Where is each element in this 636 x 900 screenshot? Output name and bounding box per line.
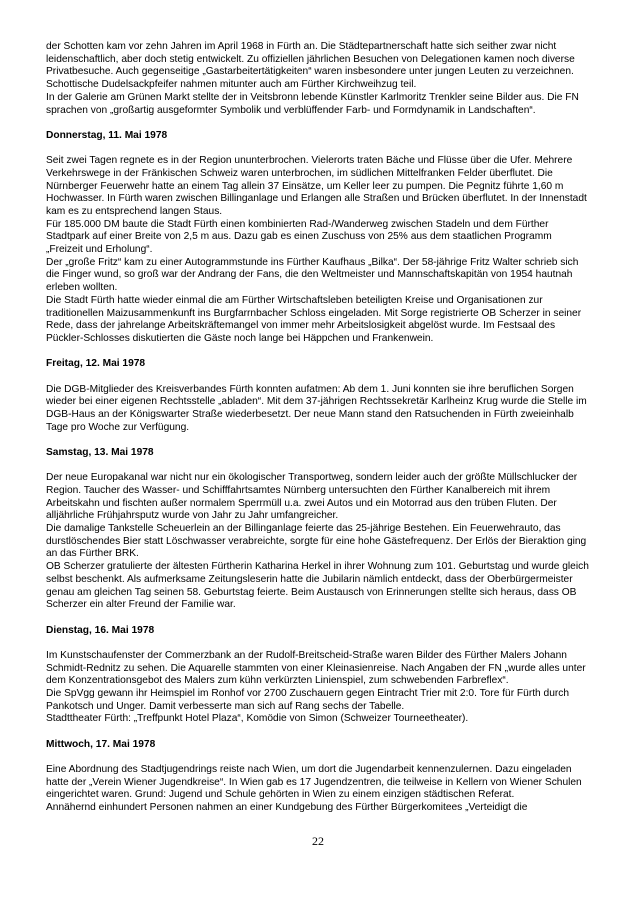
entry-paragraph: Die SpVgg gewann ihr Heimspiel im Ronhof vor 2700 Zuschauern gegen Eintracht Trier mit 2:0. Tore für Fürth durch Pankotsch und Unger. Damit verbesserte man sich auf Rang sechs der Tabelle. [46,687,570,712]
entry-paragraph: Die Stadt Fürth hatte wieder einmal die am Fürther Wirtschaftsleben beteiligten Kreise und Organisationen zur traditionellen Maizusammenkunft ins Burgfarrnbacher Schloss eingeladen. Mit Sorge registrierte OB Scherzer in seiner Rede, dass der jahrelange Arbeitskräftemangel von immer mehr Arbeitslosigkeit abgelöst wurde. Im Festsaal des Pückler-Schlosses diskutierten die Gäste noch lange bei Häppchen und Frankenwein. [46,294,582,344]
entry-paragraph: Annähernd einhundert Personen nahmen an einer Kundgebung des Fürther Bürgerkomitees „Verteidigt die [46,802,528,814]
document-body [46,41,590,815]
section-spacer [46,612,590,625]
entry-paragraph: Eine Abordnung des Stadtjugendrings reiste nach Wien, um dort die Jugendarbeit kennenzulernen. Dazu eingeladen hatte der „Verein Wiener Jugendkreise“. In Wien gab es 17 Jugendzentren, die teilweise in Kellern von Wiener Schulen eingerichtet waren. Grund: Jugend und Schule gehörten in Wien zu einem einzigen städtischen Referat. [46,763,582,801]
page-number: 22 [312,834,324,848]
date-heading: Freitag, 12. Mai 1978 [46,358,146,370]
entry-paragraph: Seit zwei Tagen regnete es in der Region ununterbrochen. Vielerorts traten Bäche und Flüsse über die Ufer. Mehrere Verkehrswege in der Fränkischen Schweiz waren unterbrochen, im südlichen Mittelfranken Felder überflutet. Die Nürnberger Feuerwehr hatte an einem Tag allein 37 Einsätze, um Keller leer zu pumpen. Die Pegnitz führte 1,60 m Hochwasser. In Fürth waren zwischen Billinganlage und Erlangen alle Straßen und Brücken überflutet. In der Innenstadt kam es zu entsprechend langen Staus. [46,155,587,217]
intro-paragraph: In der Galerie am Grünen Markt stellte der in Veitsbronn lebende Künstler Karlmoritz Trenkler seine Bilder aus. Die FN sprachen von „großartig ausgeformter Symbolik und verblüffender Farb- und Formdynamik in Landschaften“. [46,91,579,116]
section-spacer [46,371,590,384]
section-spacer [46,726,590,739]
entry-paragraph: Die damalige Tankstelle Scheuerlein an der Billinganlage feierte das 25-jährige Bestehen. Ein Feuerwehrauto, das durstlöschendes Bier statt Löschwasser verabreichte, sorgte für eine hohe Gästefrequenz. Der Erlös der Bieraktion ging an das Fürther BRK. [46,523,587,560]
entry-paragraph: Der „große Fritz“ kam zu einer Autogrammstunde ins Fürther Kaufhaus „Bilka“. Der 58-jährige Fritz Walter schrieb sich die Finger wund, so groß war der Andrang der Fans, die den Weltmeister und Mannschaftskapitän von 1954 hautnah erleben wollten. [46,256,579,294]
section-spacer [46,346,590,359]
section-spacer [46,117,590,130]
section-spacer [46,460,590,473]
entry-paragraph: Stadttheater Fürth: „Treffpunkt Hotel Plaza“, Komödie von Simon (Schweizer Tourneetheater). [46,713,469,725]
entry-paragraph: Der neue Europakanal war nicht nur ein ökologischer Transportweg, sondern leider auch der größte Müllschlucker der Region. Taucher des Wasser- und Schifffahrtsamtes Nürnberg untersuchten den Fürther Kanalbereich mit ihrem Arbeitskahn und fischten außer normalem Sperrmüll u.a. zwei Autos und ein Motorrad aus den trüben Fluten. Der alljährliche Frühjahrsputz wurde von Jahr zu Jahr umfangreicher. [46,472,578,522]
entry-paragraph: Im Kunstschaufenster der Commerzbank an der Rudolf-Breitscheid-Straße waren Bilder des Fürther Malers Johann Schmidt-Rednitz zu sehen. Die Aquarelle stammten von einer Kleinasienreise. Nach Angaben der FN „wurde alles unter dem Konzentrationsgebot des Malers zum kühn verkürzten Linienspiel, zum schwebenden Farbreflex“. [46,649,586,687]
section-spacer [46,637,590,650]
section-spacer [46,434,590,447]
entry-paragraph: OB Scherzer gratulierte der ältesten Fürtherin Katharina Herkel in ihrer Wohnung zum 101. Geburtstag und wurde gleich selbst beschenkt. Als aufmerksame Zeitungsleserin hatte die Jubilarin nämlich entdeckt, dass der Oberbürgermeister genau am gleichen Tag seinen 58. Geburtstag feierte. Beim Austausch von Erinnerungen stellte sich heraus, dass OB Scherzer ein alter Freund der Familie war. [46,561,589,611]
date-heading: Dienstag, 16. Mai 1978 [46,624,155,636]
section-spacer [46,751,590,764]
intro-paragraph: der Schotten kam vor zehn Jahren im April 1968 in Fürth an. Die Städtepartnerschaft hatte sich seither zwar nicht leidenschaftlich, aber doch stetig entwickelt. Zu offiziellen jährlichen Besuchen von Delegationen kamen noch diverse Privatbesuche. Auch gegenseitige „Gastarbeitertätigkeiten“ waren insbesondere unter jungen Leuten zu verzeichnen. Schottische Dudelsackpfeifer nahmen mitunter auch am Fürther Kirchweihzug teil. [46,41,575,91]
entry-paragraph: Die DGB-Mitglieder des Kreisverbandes Fürth konnten aufatmen: Ab dem 1. Juni konnten sie ihre beruflichen Sorgen wieder bei einer eigenen Rechtsstelle „abladen“. Mit dem 37-jährigen Rechtssekretär Karlheinz Krug wurde die Stelle im DGB-Haus an der Königswarter Straße wiederbesetzt. Der neue Mann stand den Ratsuchenden in Fürth zweieinhalb Tage pro Woche zur Verfügung. [46,383,587,433]
date-heading: Samstag, 13. Mai 1978 [46,446,154,458]
date-heading: Donnerstag, 11. Mai 1978 [46,129,168,141]
date-heading: Mittwoch, 17. Mai 1978 [46,738,156,750]
entry-paragraph: Für 185.000 DM baute die Stadt Fürth einen kombinierten Rad-/Wanderweg zwischen Stadeln und dem Fürther Stadtpark auf einer Breite von 2,5 m aus. Dazu gab es einen Zuschuss von 25% aus dem staatlichen Programm „Freizeit und Erholung“. [46,218,552,256]
section-spacer [46,143,590,156]
